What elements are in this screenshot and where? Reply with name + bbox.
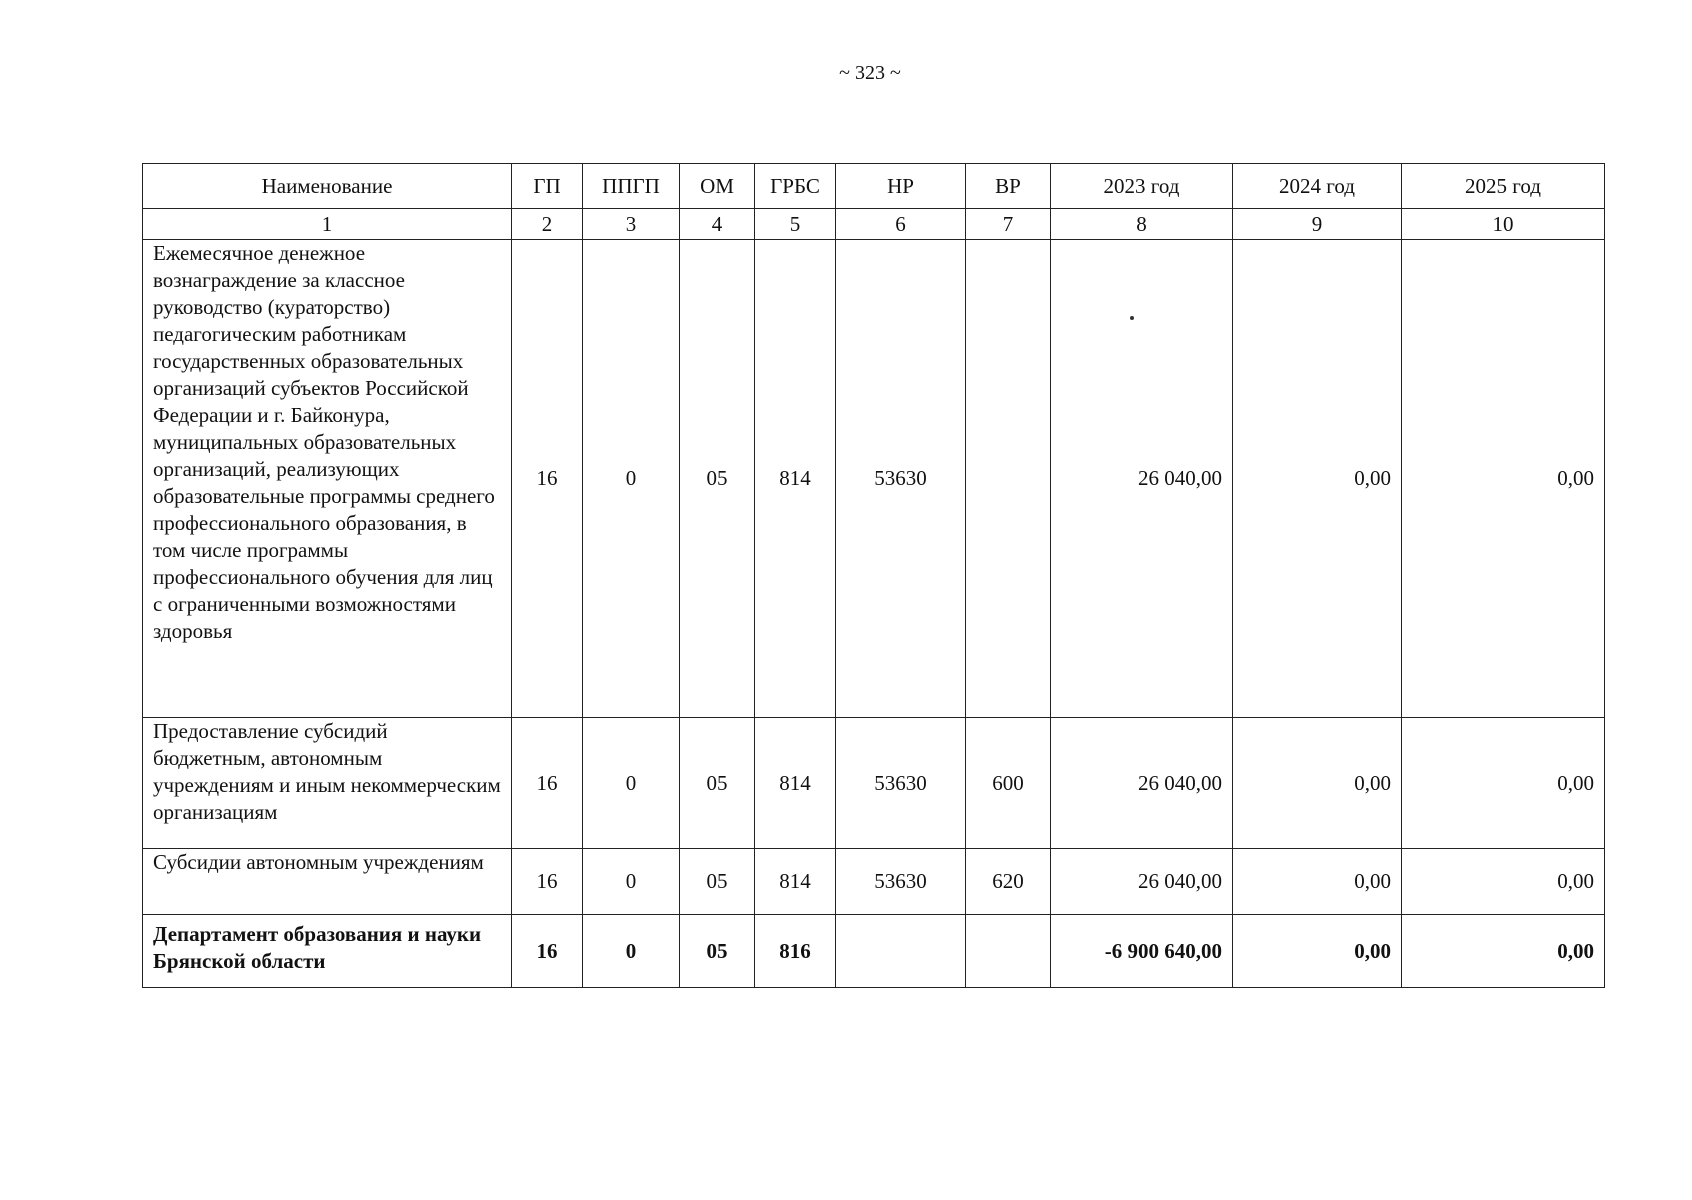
column-number: 3	[583, 209, 680, 240]
column-number-row	[143, 209, 1605, 240]
table-row	[143, 240, 1605, 718]
header-grbs: ГРБС	[755, 164, 836, 209]
header-2023: 2023 год	[1051, 164, 1233, 209]
header-gp: ГП	[512, 164, 583, 209]
cell-2025: 0,00	[1402, 240, 1605, 718]
budget-table	[142, 163, 1605, 988]
column-number: 4	[680, 209, 755, 240]
header-nr: НР	[836, 164, 966, 209]
page-number: ~ 323 ~	[839, 62, 901, 84]
column-number: 7	[966, 209, 1051, 240]
cell-2023: 26 040,00	[1051, 718, 1233, 849]
cell-nr: 53630	[836, 849, 966, 915]
cell-gp: 16	[512, 718, 583, 849]
cell-vr: 600	[966, 718, 1051, 849]
column-number: 10	[1402, 209, 1605, 240]
cell-om: 05	[680, 915, 755, 988]
header-vr: ВР	[966, 164, 1051, 209]
cell-2023: 26 040,00	[1051, 849, 1233, 915]
column-number: 5	[755, 209, 836, 240]
column-number: 9	[1233, 209, 1402, 240]
cell-2024: 0,00	[1233, 718, 1402, 849]
cell-gp: 16	[512, 849, 583, 915]
table-row	[143, 849, 1605, 915]
row-name: Ежемесячное денежное вознаграждение за классное руководство (кураторство) педагогическим работникам государственных образовательных организаций субъектов Российской Федерации и г. Байконура, муниципальных образовательных организаций, реализующих образовательные программы среднего профессионального образования, в том числе программы профессионального обучения для лиц с ограниченными возможностями здоровья	[143, 240, 512, 718]
cell-2025: 0,00	[1402, 915, 1605, 988]
cell-2024: 0,00	[1233, 915, 1402, 988]
cell-nr: 53630	[836, 240, 966, 718]
cell-2024: 0,00	[1233, 849, 1402, 915]
cell-ppgp: 0	[583, 915, 680, 988]
cell-ppgp: 0	[583, 849, 680, 915]
cell-2024: 0,00	[1233, 240, 1402, 718]
cell-grbs: 814	[755, 849, 836, 915]
column-number: 6	[836, 209, 966, 240]
cell-grbs: 814	[755, 718, 836, 849]
cell-ppgp: 0	[583, 718, 680, 849]
cell-om: 05	[680, 240, 755, 718]
cell-om: 05	[680, 718, 755, 849]
cell-vr: 620	[966, 849, 1051, 915]
header-ppgp: ППГП	[583, 164, 680, 209]
table-row	[143, 718, 1605, 849]
row-name: Субсидии автономным учреждениям	[143, 849, 512, 915]
cell-2025: 0,00	[1402, 849, 1605, 915]
cell-vr	[966, 240, 1051, 718]
cell-nr	[836, 915, 966, 988]
row-name: Департамент образования и науки Брянской области	[143, 915, 512, 988]
cell-vr	[966, 915, 1051, 988]
cell-ppgp: 0	[583, 240, 680, 718]
header-2025: 2025 год	[1402, 164, 1605, 209]
cell-2025: 0,00	[1402, 718, 1605, 849]
header-om: ОМ	[680, 164, 755, 209]
table-row-total	[143, 915, 1605, 988]
column-number: 1	[143, 209, 512, 240]
cell-om: 05	[680, 849, 755, 915]
header-row	[143, 164, 1605, 209]
cell-2023: -6 900 640,00	[1051, 915, 1233, 988]
header-2024: 2024 год	[1233, 164, 1402, 209]
row-name: Предоставление субсидий бюджетным, автономным учреждениям и иным некоммерческим организациям	[143, 718, 512, 849]
cell-gp: 16	[512, 240, 583, 718]
scan-speck	[1130, 316, 1134, 320]
cell-grbs: 814	[755, 240, 836, 718]
column-number: 8	[1051, 209, 1233, 240]
cell-grbs: 816	[755, 915, 836, 988]
cell-gp: 16	[512, 915, 583, 988]
column-number: 2	[512, 209, 583, 240]
cell-nr: 53630	[836, 718, 966, 849]
cell-2023: 26 040,00	[1051, 240, 1233, 718]
header-name: Наименование	[143, 164, 512, 209]
